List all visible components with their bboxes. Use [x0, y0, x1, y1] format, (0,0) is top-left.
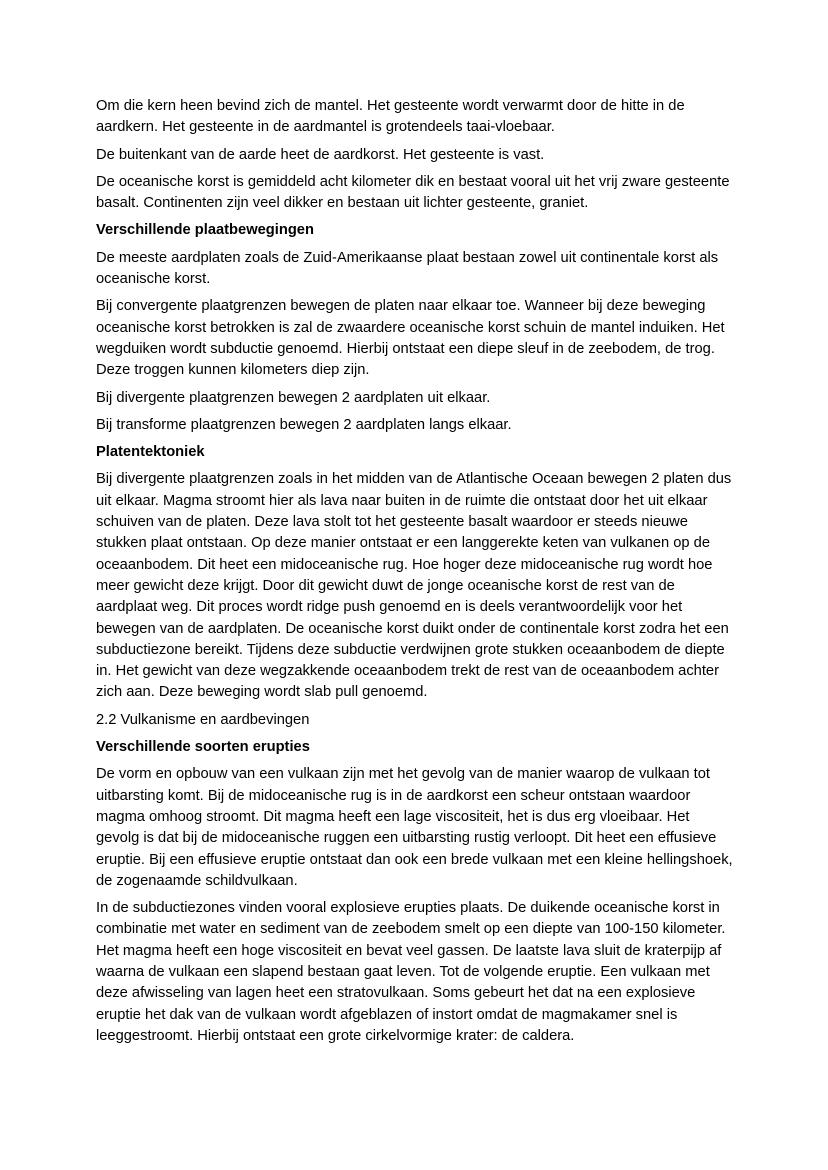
paragraph: De meeste aardplaten zoals de Zuid-Amerikaanse plaat bestaan zowel uit continentale korst als oceanische korst.: [96, 249, 719, 288]
section-heading: Platentektoniek: [96, 444, 205, 461]
paragraph: De vorm en opbouw van een vulkaan zijn met het gevolg van de manier waarop de vulkaan tot uitbarsting komt. Bij de midoceanische rug is in de aardkorst een scheur ontstaan waardoor magma omhoog stroomt. Dit magma heeft een lage viscositeit, het is dus erg vloeibaar. Het gevolg is dat bij de midoceanische ruggen een uitbarsting rustig verloopt. Dit heet een effusieve eruptie. Bij een effusieve eruptie ontstaat dan ook een brede vulkaan met een kleine hellingshoek, de zogenaamde schildvulkaan.: [96, 766, 733, 889]
paragraph: De buitenkant van de aarde heet de aardkorst. Het gesteente is vast.: [96, 146, 545, 163]
paragraph: Om die kern heen bevind zich de mantel. Het gesteente wordt verwarmt door de hitte in de aardkern. Het gesteente in de aardmantel is grotendeels taai-vloebaar.: [96, 98, 685, 136]
paragraph: Bij divergente plaatgrenzen zoals in het midden van de Atlantische Oceaan bewegen 2 platen dus uit elkaar. Magma stroomt hier als lava naar buiten in de ruimte die ontstaat door het uit elkaar schuiven van de platen. Deze lava stolt tot het gesteente basalt waardoor er steeds nieuwe stukken plaat ontstaan. Op deze manier ontstaat er een langgerekte keten van vulkanen op de oceaanbodem. Dit heet een midoceanische rug. Hoe hoger deze midoceanische rug wordt hoe meer gewicht deze krijgt. Door dit gewicht duwt de jonge oceanische korst de rest van de aardplaat weg. Dit proces wordt ridge push genoemd en is deels verantwoordelijk voor het bewegen van de aardplaten. De oceanische korst duikt onder de continentale korst zodra het een subductiezone bereikt. Tijdens deze subductie verdwijnen grote stukken oceaanbodem de diepte in. Het gewicht van deze wegzakkende oceaanbodem trekt de rest van de oceaanbodem achter zich aan. Deze beweging wordt slab pull genoemd.: [96, 471, 732, 701]
paragraph: Bij convergente plaatgrenzen bewegen de platen naar elkaar toe. Wanneer bij deze beweging oceanische korst betrokken is zal de zwaardere oceanische korst schuin de mantel induiken. Het wegduiken wordt subductie genoemd. Hierbij ontstaat een diepe sleuf in de zeebodem, de trog. Deze troggen kunnen kilometers diep zijn.: [96, 298, 725, 379]
section-heading: Verschillende soorten erupties: [96, 739, 310, 756]
paragraph: In de subductiezones vinden vooral explosieve erupties plaats. De duikende oceanische korst in combinatie met water en sediment van de zeebodem smelt op een diepte van 100-150 kilometer. Het magma heeft een hoge viscositeit en bevat veel gassen. De laatste lava sluit de kraterpijp af waarna de vulkaan een slapend bestaan gaat leven. Tot de volgende eruptie. Een vulkaan met deze afwisseling van lagen heet een stratovulkaan. Soms gebeurt het dat na een explosieve eruptie het dak van de vulkaan wordt afgeblazen of instort omdat de magmakamer snel is leeggestroomt. Hierbij ontstaat een grote cirkelvormige krater: de caldera.: [96, 900, 726, 1044]
section-heading: Verschillende plaatbewegingen: [96, 222, 314, 239]
paragraph: Bij divergente plaatgrenzen bewegen 2 aardplaten uit elkaar.: [96, 389, 491, 406]
subchapter-title: 2.2 Vulkanisme en aardbevingen: [96, 711, 310, 728]
paragraph: Bij transforme plaatgrenzen bewegen 2 aardplaten langs elkaar.: [96, 416, 512, 433]
paragraph: De oceanische korst is gemiddeld acht kilometer dik en bestaat vooral uit het vrij zware gesteente basalt. Continenten zijn veel dikker en bestaan uit lichter gesteente, graniet.: [96, 173, 730, 212]
